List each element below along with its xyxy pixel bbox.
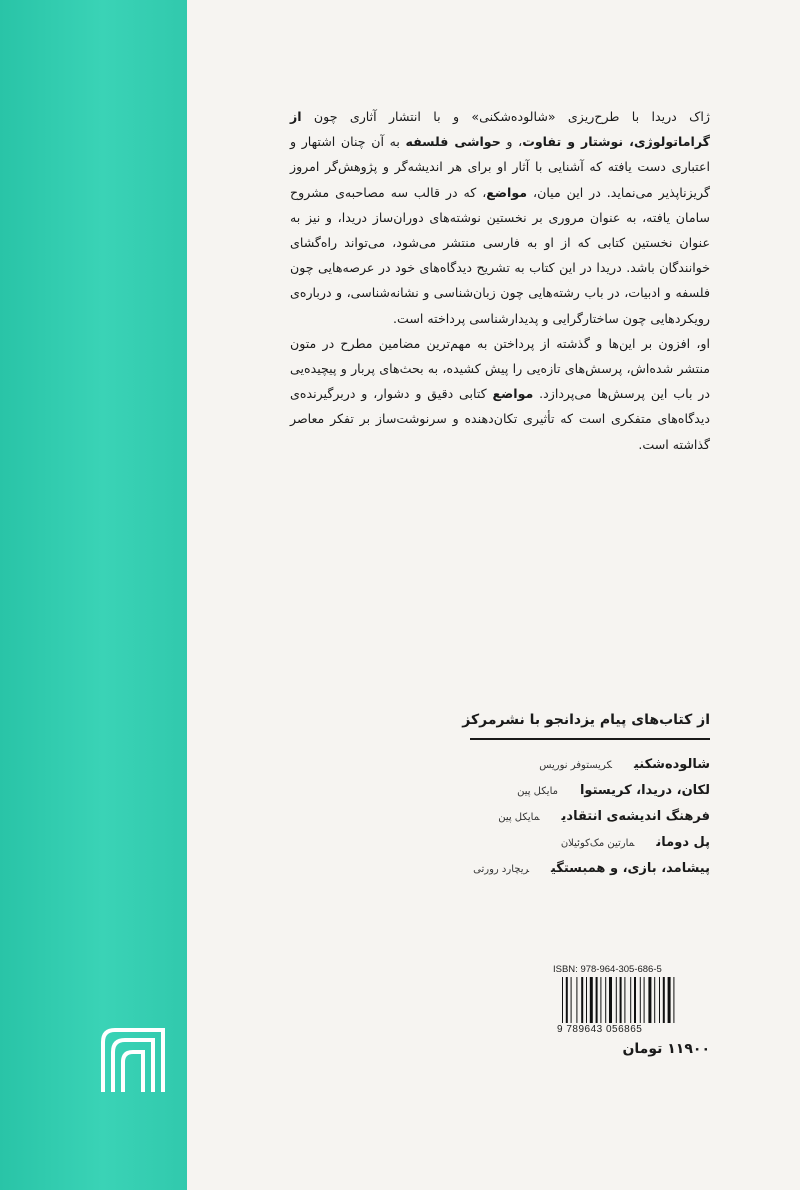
book-title: پیشامد، بازی، و همبستگی xyxy=(551,861,710,876)
publisher-logo-icon xyxy=(97,1022,169,1094)
blurb-text: ، که در قالب سه مصاحبه‌ی مشروح سامان یافته، به عنوان مروری بر نخستین نوشته‌های دوران‌ساز دریدا، و نیز به عنوان نخستین کتابی که از او به فارسی منتشر می‌شود، می‌تواند راه‌گشای خوانندگان باشد. دریدا در این کتاب به تشریح دیدگاه‌های خود در عرصه‌هایی چون فلسفه و ادبیات، در باب رشته‌هایی چون زبان‌شناسی و نشانه‌شناسی، و درباره‌ی رویکردهایی چون ساختارگرایی و پدیدارشناسی پرداخته است. xyxy=(290,184,710,326)
book-title: شالوده‌شکنی xyxy=(633,757,710,772)
list-item xyxy=(380,802,710,828)
book-blurb xyxy=(290,104,710,457)
cover-spine-band xyxy=(0,0,187,1190)
blurb-bold-book-name: مواضع xyxy=(492,386,534,402)
book-author: مایکل پین xyxy=(498,812,540,823)
book-title: لکان، دریدا، کریستوا xyxy=(579,783,710,798)
blurb-bold-title: حواشی فلسفه xyxy=(405,134,501,150)
blurb-text: ژاک دریدا با طرح‌ریزی «شالوده‌شکنی» و با انتشار آثاری چون xyxy=(301,109,710,124)
heading-underline xyxy=(470,738,710,740)
book-author: کریستوفر نوریس xyxy=(539,760,612,771)
blurb-paragraph-2 xyxy=(290,331,710,457)
price-label: ۱۱۹۰۰ تومان xyxy=(622,1041,710,1057)
blurb-text: ، و xyxy=(500,134,523,150)
barcode-icon xyxy=(560,977,700,1023)
list-item xyxy=(380,854,710,880)
blurb-bold-book-name: مواضع xyxy=(486,184,528,200)
book-title: فرهنگ اندیشه‌ی انتقادی xyxy=(561,809,710,824)
blurb-bold-titles: از گراماتولوژی، نوشتار و تفاوت xyxy=(290,109,710,150)
book-title: پل دومان xyxy=(656,835,710,850)
isbn-label: ISBN: 978-964-305-686-5 xyxy=(553,964,662,975)
blurb-text: کتابی دقیق و دشوار، و دربرگیرنده‌ی دیدگاه‌های متفکری است که تأثیری تکان‌دهنده و سرنوشت‌ساز بر تفکر معاصر گذاشته است. xyxy=(290,386,710,452)
barcode-digits: 9 789643 056865 xyxy=(557,1024,643,1035)
list-item xyxy=(380,750,710,776)
blurb-text: او، افزون بر این‌ها و گذشته از پرداختن به مهم‌ترین مضامین مطرح در متون منتشر شده‌اش، پرسش‌های تازه‌یی را پیش کشیده، به بحث‌های پربار و پیچیده‌یی در باب این پرسش‌ها می‌پردازد. xyxy=(290,335,710,402)
list-item xyxy=(380,776,710,802)
list-item xyxy=(380,828,710,854)
related-books-heading: از کتاب‌های پیام یزدانجو با نشرمرکز xyxy=(462,712,710,728)
book-author: ریچارد رورتی xyxy=(473,864,529,875)
blurb-text: به آن چنان اشتهار و اعتباری دست یافته که آشنایی با آثار او برای هر اندیشه‌گر و پژوهش‌گر امروز گریزناپذیر می‌نماید. در این میان، xyxy=(290,134,710,200)
book-author: مارتین مک‌کوئیلان xyxy=(560,838,635,849)
related-books-list xyxy=(380,750,710,880)
blurb-paragraph-1 xyxy=(290,104,710,331)
book-author: مایکل پین xyxy=(517,786,558,797)
